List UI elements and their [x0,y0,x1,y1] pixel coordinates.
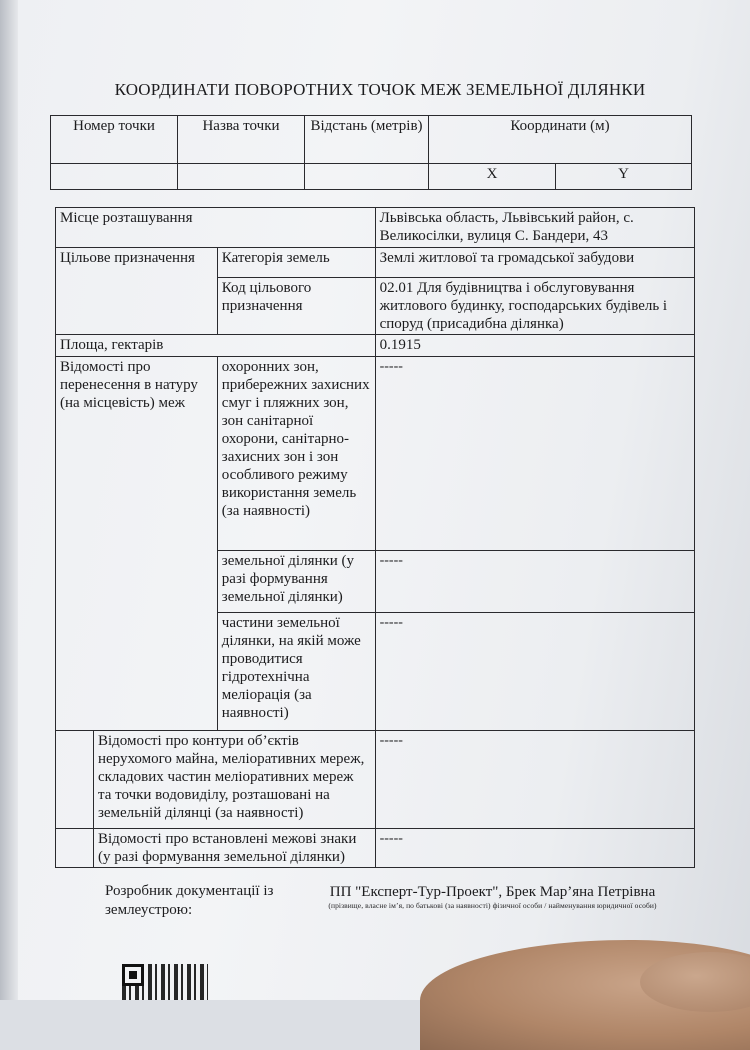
code-value: 02.01 Для будівництва і обслуговування житлового будинку, господарських будівель і споруд (присадибна ділянка) [375,278,694,335]
land-info-table [55,207,695,868]
cell-empty [56,829,94,868]
code-label: Код цільового призначення [217,278,375,335]
location-label: Місце розташування [56,208,376,248]
header-y: Y [556,164,692,190]
header-point-name: Назва точки [178,116,305,164]
cell-empty [178,164,305,190]
cell-empty [56,731,94,829]
signs-label: Відомості про встановлені межові знаки (у разі формування земельної ділянки) [93,829,375,868]
header-point-number: Номер точки [51,116,178,164]
page-title: КООРДИНАТИ ПОВОРОТНИХ ТОЧОК МЕЖ ЗЕМЕЛЬНОЇ ДІЛЯНКИ [114,80,646,99]
location-value: Львівська область, Львівський район, с. Великосілки, вулиця С. Бандери, 43 [375,208,694,248]
developer-hint: (прізвище, власне ім’я, по батькові (за наявності) фізичної особи / найменування юридичної особи) [328,901,657,910]
cell-empty [305,164,429,190]
header-x: X [429,164,556,190]
part-label: частини земельної ділянки, на якій може проводитися гідротехнічна меліорація (за наявності) [217,613,375,731]
zones-value: ----- [375,357,694,551]
transfer-label: Відомості про перенесення в натуру (на місцевість) меж [56,357,218,731]
plot-label: земельної ділянки (у разі формування земельної ділянки) [217,551,375,613]
category-value: Землі житлової та громадської забудови [375,248,694,278]
qr-finder-icon [122,964,144,986]
area-value: 0.1915 [375,335,694,357]
coordinates-table [50,115,692,190]
developer-value: ПП "Експерт-Тур-Проект", Брек Мар’яна Петрівна [329,884,656,900]
part-value: ----- [375,613,694,731]
zones-label: охоронних зон, прибережних захисних смуг і пляжних зон, зон санітарної охорони, санітарно-захисних зон і зон особливого режиму використання земель (за наявності) [217,357,375,551]
contours-value: ----- [375,731,694,829]
category-label: Категорія земель [217,248,375,278]
cell-empty [51,164,178,190]
header-distance: Відстань (метрів) [305,116,429,164]
area-label: Площа, гектарів [56,335,376,357]
signs-value: ----- [375,829,694,868]
page-edge-shadow [0,0,18,1000]
developer-label: Розробник документації із землеустрою: [105,883,274,918]
header-coordinates: Координати (м) [429,116,692,164]
plot-value: ----- [375,551,694,613]
contours-label: Відомості про контури об’єктів нерухомого майна, меліоративних мереж, складових частин меліоративних мереж та точки водовиділу, розташовані на земельній ділянці (за наявності) [93,731,375,829]
purpose-label: Цільове призначення [56,248,218,335]
